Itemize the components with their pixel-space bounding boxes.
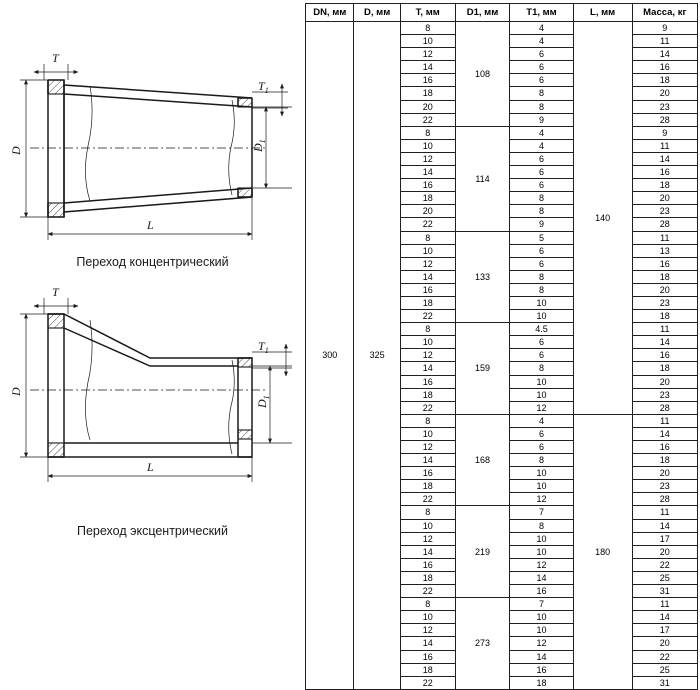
- cell-mass: 28: [632, 113, 697, 126]
- cell-t1: 8: [510, 270, 573, 283]
- label-l-concentric: L: [147, 218, 154, 232]
- cell-mass: 23: [632, 205, 697, 218]
- table-header-row: [306, 4, 698, 22]
- cell-t1: 4: [510, 22, 573, 35]
- cell-t: 18: [400, 571, 455, 584]
- label-d1-eccentric: $D_1$: [255, 395, 271, 408]
- label-t-concentric: T: [52, 51, 59, 65]
- cell-mass: 11: [632, 231, 697, 244]
- cell-t1: 10: [510, 611, 573, 624]
- cell-mass: 14: [632, 336, 697, 349]
- cell-t1: 6: [510, 349, 573, 362]
- cell-t: 22: [400, 310, 455, 323]
- cell-mass: 20: [632, 545, 697, 558]
- cell-mass: 14: [632, 48, 697, 61]
- cell-t: 20: [400, 205, 455, 218]
- cell-mass: 17: [632, 624, 697, 637]
- cell-t: 12: [400, 152, 455, 165]
- cell-t1: 8: [510, 283, 573, 296]
- cell-t: 10: [400, 139, 455, 152]
- cell-t: 14: [400, 637, 455, 650]
- cell-t1: 4: [510, 35, 573, 48]
- cell-t: 22: [400, 585, 455, 598]
- cell-d: 325: [354, 22, 400, 690]
- cell-t: 20: [400, 100, 455, 113]
- cell-t: 16: [400, 283, 455, 296]
- cell-mass: 18: [632, 454, 697, 467]
- cell-mass: 16: [632, 441, 697, 454]
- cell-t: 18: [400, 663, 455, 676]
- cell-t1: 10: [510, 296, 573, 309]
- cell-t1: 16: [510, 663, 573, 676]
- cell-t: 12: [400, 257, 455, 270]
- cell-t: 8: [400, 126, 455, 139]
- cell-t: 8: [400, 506, 455, 519]
- header-mass: Масса, кг: [632, 4, 697, 22]
- cell-t1: 6: [510, 179, 573, 192]
- cell-t: 8: [400, 323, 455, 336]
- cell-d1: 133: [455, 231, 510, 323]
- cell-mass: 20: [632, 283, 697, 296]
- cell-t1: 12: [510, 401, 573, 414]
- label-d-concentric: D: [9, 146, 23, 155]
- cell-t1: 9: [510, 113, 573, 126]
- cell-mass: 22: [632, 650, 697, 663]
- cell-mass: 16: [632, 257, 697, 270]
- cell-mass: 16: [632, 349, 697, 362]
- cell-t1: 10: [510, 545, 573, 558]
- cell-t: 22: [400, 676, 455, 689]
- cell-mass: 11: [632, 598, 697, 611]
- cell-t: 14: [400, 166, 455, 179]
- cell-mass: 18: [632, 179, 697, 192]
- cell-t1: 6: [510, 427, 573, 440]
- label-l-eccentric: L: [147, 460, 154, 474]
- cell-t: 18: [400, 192, 455, 205]
- cell-t: 22: [400, 218, 455, 231]
- cell-t1: 6: [510, 48, 573, 61]
- cell-mass: 20: [632, 192, 697, 205]
- cell-mass: 13: [632, 244, 697, 257]
- cell-t1: 8: [510, 454, 573, 467]
- cell-t1: 6: [510, 74, 573, 87]
- cell-t: 12: [400, 349, 455, 362]
- cell-t1: 4: [510, 414, 573, 427]
- cell-mass: 20: [632, 375, 697, 388]
- cell-mass: 11: [632, 414, 697, 427]
- cell-t1: 12: [510, 493, 573, 506]
- cell-t: 12: [400, 624, 455, 637]
- cell-t1: 14: [510, 650, 573, 663]
- cell-mass: 9: [632, 22, 697, 35]
- cell-d1: 219: [455, 506, 510, 598]
- cell-mass: 23: [632, 388, 697, 401]
- cell-mass: 9: [632, 126, 697, 139]
- cell-t: 16: [400, 650, 455, 663]
- cell-mass: 14: [632, 519, 697, 532]
- cell-t: 12: [400, 441, 455, 454]
- cell-l: 180: [573, 414, 632, 689]
- cell-t: 18: [400, 87, 455, 100]
- header-t1: T1, мм: [510, 4, 573, 22]
- caption-eccentric-reducer: Переход эксцентрический: [76, 524, 229, 538]
- cell-t1: 8: [510, 100, 573, 113]
- cell-d1: 273: [455, 598, 510, 690]
- cell-t: 14: [400, 270, 455, 283]
- cell-mass: 14: [632, 611, 697, 624]
- cell-mass: 20: [632, 637, 697, 650]
- cell-t: 10: [400, 244, 455, 257]
- label-t1-concentric: $T_1$: [258, 79, 269, 95]
- cell-t1: 8: [510, 205, 573, 218]
- label-d-eccentric: D: [9, 387, 23, 396]
- cell-t: 18: [400, 296, 455, 309]
- cell-d1: 114: [455, 126, 510, 231]
- concentric-reducer-figure: [9, 51, 292, 240]
- cell-t1: 6: [510, 257, 573, 270]
- cell-t1: 6: [510, 441, 573, 454]
- cell-t: 16: [400, 467, 455, 480]
- cell-t1: 9: [510, 218, 573, 231]
- cell-t: 12: [400, 48, 455, 61]
- cell-mass: 18: [632, 74, 697, 87]
- cell-mass: 23: [632, 100, 697, 113]
- cell-d1: 159: [455, 323, 510, 415]
- cell-d1: 168: [455, 414, 510, 506]
- cell-t1: 6: [510, 166, 573, 179]
- specification-table-wrap: [305, 3, 698, 690]
- cell-t1: 18: [510, 676, 573, 689]
- cell-t: 16: [400, 558, 455, 571]
- caption-concentric-reducer: Переход концентрический: [76, 255, 229, 269]
- eccentric-reducer-figure: [9, 285, 292, 482]
- cell-t1: 12: [510, 558, 573, 571]
- cell-mass: 25: [632, 571, 697, 584]
- cell-t: 8: [400, 414, 455, 427]
- cell-t: 14: [400, 61, 455, 74]
- cell-t: 16: [400, 375, 455, 388]
- cell-t1: 10: [510, 480, 573, 493]
- cell-t: 10: [400, 336, 455, 349]
- cell-mass: 14: [632, 427, 697, 440]
- label-d1-concentric: $D_1$: [251, 139, 267, 152]
- cell-t: 22: [400, 401, 455, 414]
- cell-t: 22: [400, 113, 455, 126]
- cell-t1: 4.5: [510, 323, 573, 336]
- cell-t1: 7: [510, 598, 573, 611]
- cell-mass: 22: [632, 558, 697, 571]
- header-t: T, мм: [400, 4, 455, 22]
- cell-mass: 28: [632, 218, 697, 231]
- cell-mass: 18: [632, 362, 697, 375]
- cell-mass: 14: [632, 152, 697, 165]
- table-row: [306, 22, 698, 35]
- cell-t1: 8: [510, 87, 573, 100]
- cell-t1: 10: [510, 310, 573, 323]
- cell-mass: 18: [632, 270, 697, 283]
- header-l: L, мм: [573, 4, 632, 22]
- cell-t: 10: [400, 611, 455, 624]
- cell-t1: 10: [510, 388, 573, 401]
- cell-t1: 10: [510, 624, 573, 637]
- cell-mass: 31: [632, 585, 697, 598]
- cell-t1: 6: [510, 61, 573, 74]
- cell-t1: 8: [510, 362, 573, 375]
- cell-t: 22: [400, 493, 455, 506]
- cell-mass: 11: [632, 506, 697, 519]
- header-d1: D1, мм: [455, 4, 510, 22]
- cell-t1: 6: [510, 244, 573, 257]
- specification-table: [305, 3, 698, 690]
- cell-mass: 23: [632, 296, 697, 309]
- cell-d1: 108: [455, 22, 510, 127]
- cell-t1: 8: [510, 519, 573, 532]
- cell-t1: 10: [510, 467, 573, 480]
- cell-mass: 28: [632, 493, 697, 506]
- reducer-drawings-svg: [0, 0, 305, 588]
- cell-t1: 10: [510, 532, 573, 545]
- cell-t: 14: [400, 454, 455, 467]
- cell-t1: 6: [510, 336, 573, 349]
- cell-t: 10: [400, 427, 455, 440]
- cell-t1: 6: [510, 152, 573, 165]
- cell-t: 18: [400, 480, 455, 493]
- label-t-eccentric: T: [52, 285, 59, 299]
- cell-l: 140: [573, 22, 632, 415]
- cell-t: 10: [400, 35, 455, 48]
- cell-t: 14: [400, 545, 455, 558]
- cell-t1: 14: [510, 571, 573, 584]
- cell-mass: 11: [632, 323, 697, 336]
- cell-mass: 23: [632, 480, 697, 493]
- cell-mass: 11: [632, 139, 697, 152]
- cell-t1: 8: [510, 192, 573, 205]
- cell-mass: 28: [632, 401, 697, 414]
- cell-mass: 25: [632, 663, 697, 676]
- label-t1-eccentric: $T_1$: [258, 339, 269, 355]
- cell-t: 12: [400, 532, 455, 545]
- table-body: [306, 22, 698, 690]
- cell-t1: 4: [510, 126, 573, 139]
- header-d: D, мм: [354, 4, 400, 22]
- cell-t1: 12: [510, 637, 573, 650]
- cell-t: 10: [400, 519, 455, 532]
- cell-mass: 17: [632, 532, 697, 545]
- cell-t: 18: [400, 388, 455, 401]
- header-dn: DN, мм: [306, 4, 354, 22]
- cell-mass: 18: [632, 310, 697, 323]
- cell-t: 16: [400, 179, 455, 192]
- cell-t: 14: [400, 362, 455, 375]
- cell-t: 8: [400, 231, 455, 244]
- cell-t: 16: [400, 74, 455, 87]
- cell-t: 8: [400, 22, 455, 35]
- cell-mass: 11: [632, 35, 697, 48]
- cell-t1: 16: [510, 585, 573, 598]
- cell-t1: 10: [510, 375, 573, 388]
- cell-mass: 31: [632, 676, 697, 689]
- cell-mass: 16: [632, 61, 697, 74]
- cell-mass: 20: [632, 467, 697, 480]
- cell-dn: 300: [306, 22, 354, 690]
- cell-t1: 4: [510, 139, 573, 152]
- cell-mass: 16: [632, 166, 697, 179]
- cell-t1: 5: [510, 231, 573, 244]
- cell-mass: 20: [632, 87, 697, 100]
- drawings-panel: [0, 0, 305, 588]
- cell-t: 8: [400, 598, 455, 611]
- cell-t1: 7: [510, 506, 573, 519]
